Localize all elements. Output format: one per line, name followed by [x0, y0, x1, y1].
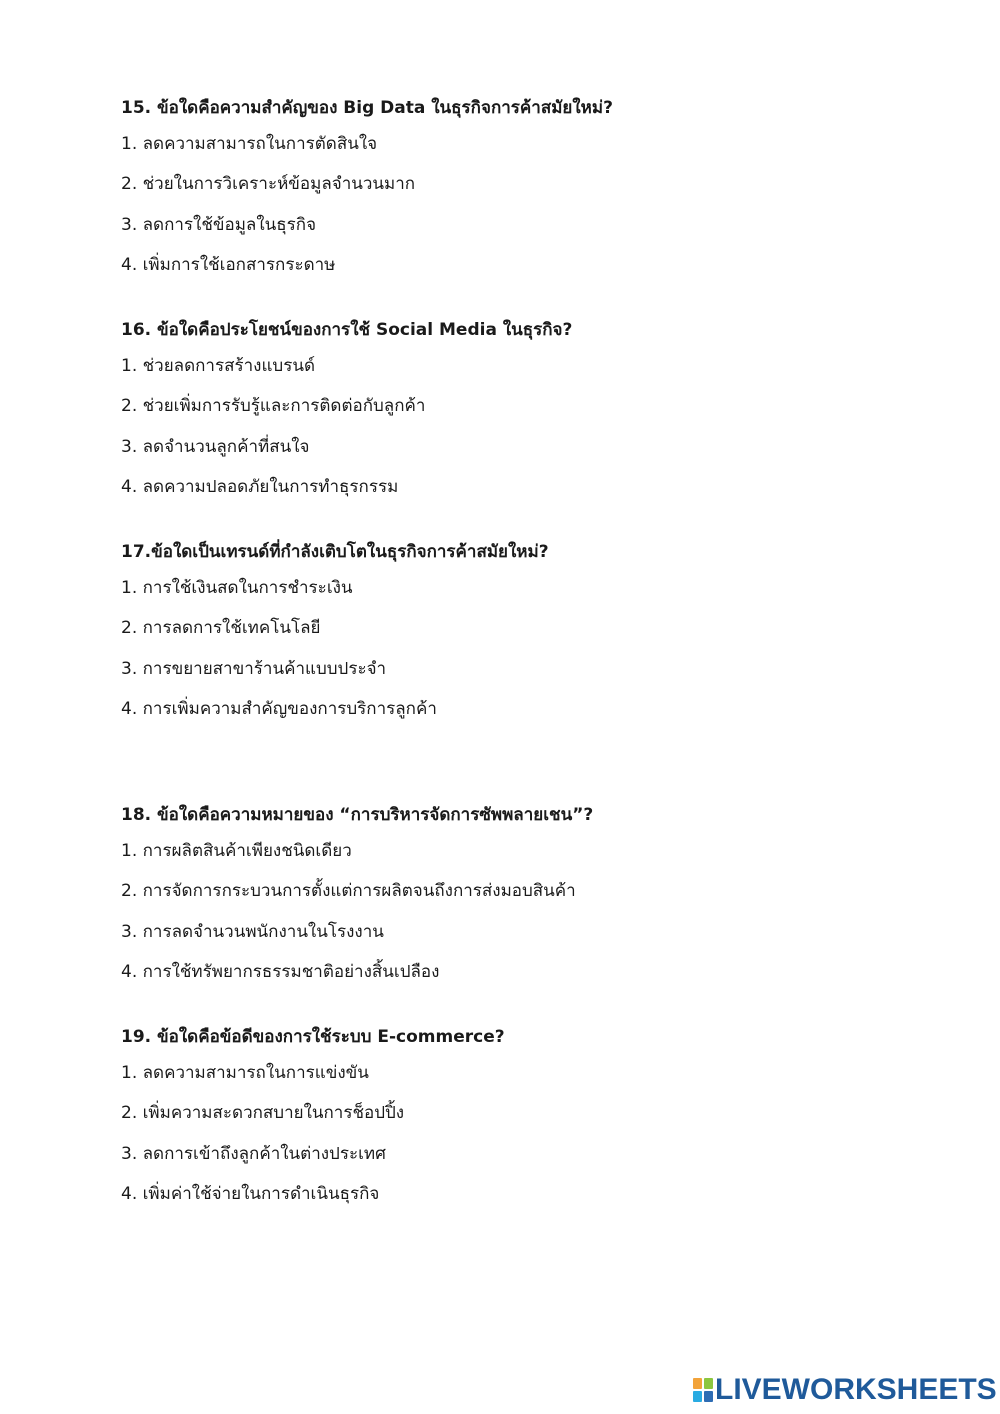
question-15 — [121, 96, 941, 275]
answer-option: 2. การลดการใช้เทคโนโลยี — [121, 618, 321, 638]
brand-name: LIVEWORKSHEETS — [715, 1373, 997, 1406]
answer-option: 3. ลดการเข้าถึงลูกค้าในต่างประเทศ — [121, 1144, 386, 1164]
answer-option: 3. การลดจำนวนพนักงานในโรงงาน — [121, 922, 384, 942]
question-title: 16. ข้อใดคือประโยชน์ของการใช้ Social Media ในธุรกิจ? — [121, 320, 573, 340]
logo-square — [704, 1391, 713, 1402]
answer-option: 1. การผลิตสินค้าเพียงชนิดเดียว — [121, 841, 352, 861]
question-title: 17.ข้อใดเป็นเทรนด์ที่กำลังเติบโตในธุรกิจการค้าสมัยใหม่? — [121, 542, 549, 562]
answer-option: 4. การเพิ่มความสำคัญของการบริการลูกค้า — [121, 699, 437, 719]
question-16 — [121, 318, 941, 497]
answer-option: 4. ลดความปลอดภัยในการทำธุรกรรม — [121, 477, 399, 497]
answer-option: 2. ช่วยในการวิเคราะห์ข้อมูลจำนวนมาก — [121, 174, 416, 194]
answer-option: 4. เพิ่มการใช้เอกสารกระดาษ — [121, 255, 336, 275]
liveworksheets-brand — [693, 1375, 997, 1405]
logo-square — [693, 1378, 702, 1389]
answer-option: 4. เพิ่มค่าใช้จ่ายในการดำเนินธุรกิจ — [121, 1184, 380, 1204]
question-18 — [121, 803, 941, 982]
answer-option: 2. ช่วยเพิ่มการรับรู้และการติดต่อกับลูกค้า — [121, 396, 426, 416]
question-17 — [121, 540, 941, 719]
answer-option: 4. การใช้ทรัพยากรธรรมชาติอย่างสิ้นเปลือง — [121, 962, 440, 982]
question-title: 18. ข้อใดคือความหมายของ “การบริหารจัดการซัพพลายเชน”? — [121, 805, 594, 825]
answer-option: 1. ช่วยลดการสร้างแบรนด์ — [121, 356, 315, 376]
answer-option: 3. ลดการใช้ข้อมูลในธุรกิจ — [121, 215, 317, 235]
logo-square — [693, 1391, 702, 1402]
question-title: 15. ข้อใดคือความสำคัญของ Big Data ในธุรกิจการค้าสมัยใหม่? — [121, 98, 613, 118]
answer-option: 1. การใช้เงินสดในการชำระเงิน — [121, 578, 353, 598]
answer-option: 1. ลดความสามารถในการตัดสินใจ — [121, 134, 378, 154]
answer-option: 3. การขยายสาขาร้านค้าแบบประจำ — [121, 659, 387, 679]
answer-option: 2. การจัดการกระบวนการตั้งแต่การผลิตจนถึงการส่งมอบสินค้า — [121, 881, 576, 901]
question-title: 19. ข้อใดคือข้อดีของการใช้ระบบ E-commerce? — [121, 1027, 505, 1047]
liveworksheets-logo-icon — [693, 1378, 713, 1402]
answer-option: 1. ลดความสามารถในการแข่งขัน — [121, 1063, 369, 1083]
answer-option: 3. ลดจำนวนลูกค้าที่สนใจ — [121, 437, 310, 457]
question-19 — [121, 1025, 941, 1204]
answer-option: 2. เพิ่มความสะดวกสบายในการช็อปปิ้ง — [121, 1103, 405, 1123]
logo-square — [704, 1378, 713, 1389]
